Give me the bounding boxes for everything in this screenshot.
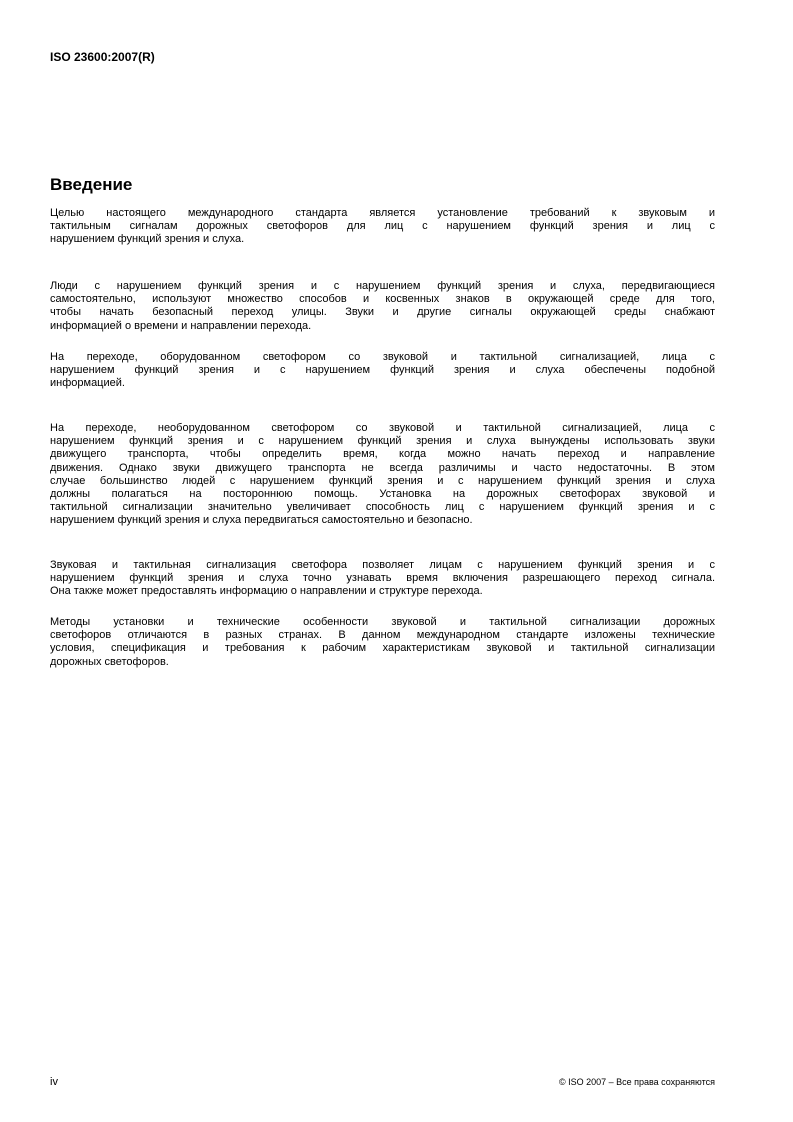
paragraph-line: тактильной сигнализации значительно увеличивает способность лиц с нарушением функций зрения и с [50, 501, 715, 514]
paragraph-line: нарушением функций зрения и слуха передвигаться самостоятельно и безопасно. [50, 514, 473, 527]
paragraph-line: случае большинство людей с нарушением функций зрения и с нарушением функций зрения и слуха [50, 474, 715, 487]
paragraph-line: На переходе, оборудованном светофором со звуковой и тактильной сигнализацией, лица с [50, 351, 715, 363]
paragraph [50, 616, 715, 669]
paragraph [50, 559, 715, 599]
paragraph-line: информацией. [50, 377, 125, 390]
paragraph-line: движения. Однако звуки движущего транспорта не всегда различимы и часто недостаточны. В этом [50, 461, 715, 474]
copyright-footer: © ISO 2007 – Все права сохраняются [558, 1077, 715, 1087]
paragraph-line: должны полагаться на постороннюю помощь. Установка на дорожных светофорах звуковой и [50, 487, 715, 500]
paragraph-line: нарушением функций зрения и слуха. [50, 233, 245, 246]
paragraph-line: чтобы начать безопасный переход улицы. Звуки и другие сигналы окружающей среды снабжают [50, 306, 715, 319]
paragraph-line: нарушением функций зрения и с нарушением функций зрения и слуха вынуждены использовать звуки [50, 435, 715, 448]
paragraph-line: дорожных светофоров. [50, 655, 169, 668]
paragraph [50, 351, 715, 391]
paragraph-line: Целью настоящего международного стандарта является установление требований к звуковым и [50, 207, 715, 219]
paragraph-line: Люди с нарушением функций зрения и с нарушением функций зрения и слуха, передвигающиеся [50, 280, 715, 292]
page-number: iv [50, 1076, 58, 1088]
paragraph-line: Методы установки и технические особенности звуковой и тактильной сигнализации дорожных [50, 616, 715, 628]
paragraph-line: Звуковая и тактильная сигнализация светофора позволяет лицам с нарушением функций зрения и с [50, 559, 715, 571]
section-title: Введение [50, 175, 133, 194]
paragraph-line: нарушением функций зрения и слуха точно узнавать время включения разрешающего переход сигнала. [50, 572, 715, 585]
paragraph-line: движущего транспорта, чтобы определить время, когда можно начать переход и направление [50, 448, 715, 461]
paragraph-line: информацией о времени и направлении перехода. [50, 319, 312, 332]
paragraph-line: условия, спецификация и требования к рабочим характеристикам звуковой и тактильной сигнализации [50, 642, 715, 655]
paragraph-line: светофоров отличаются в разных странах. В данном международном стандарте изложены технические [50, 629, 715, 642]
document-id-header: ISO 23600:2007(R) [50, 50, 155, 64]
paragraph [50, 207, 715, 247]
paragraph [50, 280, 715, 333]
paragraph-line: нарушением функций зрения и с нарушением функций зрения и слуха обеспечены подобной [50, 364, 715, 377]
paragraph-line: Она также может предоставлять информацию о направлении и структуре перехода. [50, 585, 483, 598]
paragraph-line: тактильным сигналам дорожных светофоров для лиц с нарушением функций зрения и лиц с [50, 220, 715, 233]
paragraph-line: самостоятельно, используют множество способов и косвенных знаков в окружающей среде для того, [50, 293, 715, 306]
paragraph-line: На переходе, необорудованном светофором со звуковой и тактильной сигнализацией, лица с [50, 422, 715, 434]
paragraph [50, 422, 715, 528]
